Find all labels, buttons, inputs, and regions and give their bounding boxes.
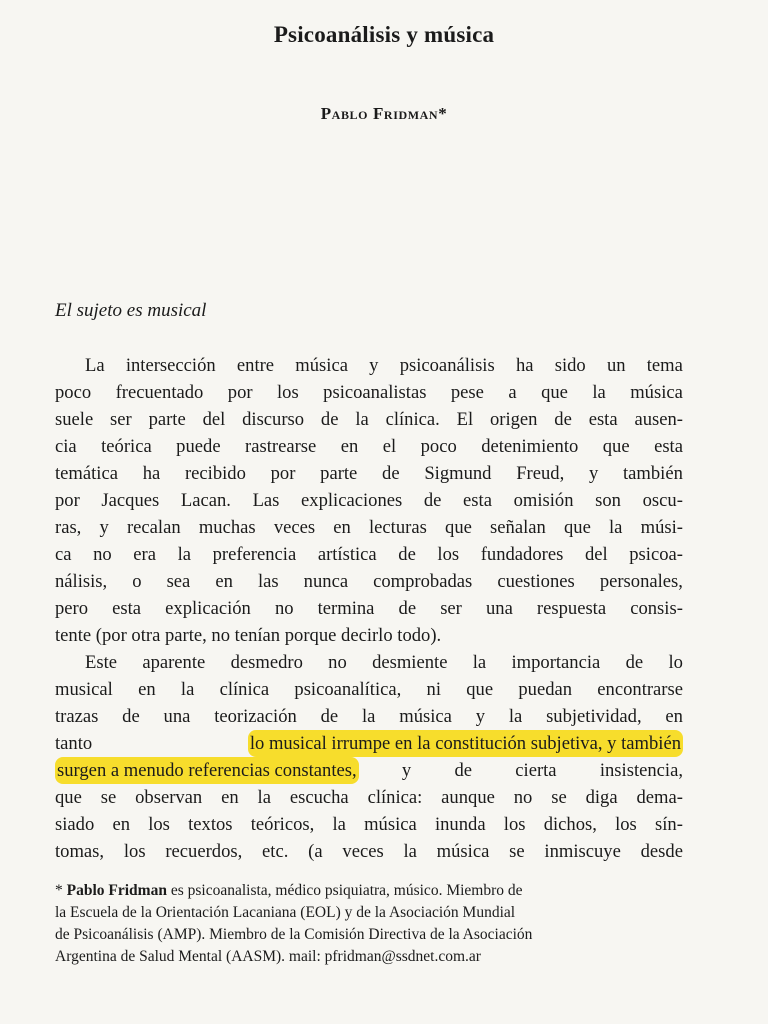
word: músi- [640, 517, 683, 538]
word: consis- [630, 598, 683, 619]
word: dichos, [543, 814, 597, 835]
word: tema [646, 355, 683, 376]
word: la [508, 706, 523, 727]
word: muchas [198, 517, 256, 538]
word: la [609, 517, 623, 538]
word: música [436, 841, 490, 862]
word: Freud, [516, 463, 565, 484]
word: de [320, 409, 339, 430]
word: señalan [490, 517, 546, 538]
footnote-text: Argentina de Salud Mental (AASM). mail: pfridman@ssdnet.com.ar [55, 948, 481, 965]
word: poco [420, 436, 457, 457]
word: ca [55, 544, 72, 565]
word: el [382, 436, 397, 457]
word: esta [654, 436, 683, 457]
word: de [398, 598, 417, 619]
word: música [295, 355, 348, 376]
word: discurso [242, 409, 305, 430]
text-line [55, 703, 683, 730]
word: clínica [219, 679, 270, 700]
word: la [362, 706, 376, 727]
word: los [437, 544, 460, 565]
word: diga [585, 787, 618, 808]
word: en [340, 436, 359, 457]
word: termina [317, 598, 375, 619]
word: esta [112, 598, 142, 619]
word: puedan [518, 679, 573, 700]
text-line [55, 838, 683, 865]
word: La [85, 355, 105, 376]
word: explicación [165, 598, 251, 619]
footnote-text: es psicoanalista, médico psiquiatra, músico. Miembro de [170, 882, 523, 899]
text-line [55, 541, 683, 568]
word: los [148, 814, 170, 835]
word: no [513, 787, 533, 808]
word: no [274, 598, 294, 619]
word: en [138, 679, 156, 700]
word: entre [236, 355, 275, 376]
word: recalan [126, 517, 181, 538]
word: la [177, 544, 192, 565]
word: artística [317, 544, 377, 565]
highlighted-text: surgen a menudo referencias constantes, [55, 757, 359, 784]
word: se [551, 787, 567, 808]
word: música [364, 814, 417, 835]
word: siado [55, 814, 95, 835]
footnote-text: la Escuela de la Orientación Lacaniana (EOL) y de la Asociación Mundial [55, 904, 516, 921]
word: música [399, 706, 452, 727]
word: psicoanalítica, [294, 679, 402, 700]
word: veces [342, 841, 384, 862]
word: y [99, 517, 109, 538]
word: cierta [515, 760, 557, 781]
word: esta [588, 409, 618, 430]
word: en [112, 814, 131, 835]
word: de [554, 409, 572, 430]
word: una [485, 598, 513, 619]
word: rastrearse [245, 436, 317, 457]
text-line [55, 595, 683, 622]
word: encontrarse [597, 679, 683, 700]
word: sido [554, 355, 586, 376]
word: los [277, 382, 299, 403]
word: origen [489, 409, 538, 430]
word: que [602, 436, 630, 457]
word: dema- [636, 787, 683, 808]
text-line [55, 676, 683, 703]
word: psicoanálisis [399, 355, 495, 376]
word: cia [55, 436, 77, 457]
word: insistencia, [599, 760, 683, 781]
word: a [508, 382, 517, 403]
word: que [445, 517, 472, 538]
text-line [55, 649, 683, 676]
word: pero [55, 598, 89, 619]
word: explicaciones [301, 490, 403, 511]
word: etc. [262, 841, 289, 862]
word: ser [440, 598, 462, 619]
word: desde [640, 841, 683, 862]
word: frecuentado [115, 382, 204, 403]
word: trazas [55, 706, 99, 727]
word: de [454, 760, 473, 781]
article-title: Psicoanálisis y música [273, 22, 495, 47]
word: la [592, 382, 606, 403]
word: y [588, 463, 599, 484]
word: omisión [513, 490, 574, 511]
word: música [630, 382, 683, 403]
word: temática [55, 463, 118, 484]
word: tanto [55, 733, 93, 754]
word: detenimiento [481, 436, 579, 457]
word: se [100, 787, 117, 808]
word: la [257, 787, 271, 808]
word: de [398, 544, 416, 565]
word: y [401, 760, 412, 781]
word: suele [55, 409, 94, 430]
word: nálisis, [55, 571, 108, 592]
footnote-line [55, 902, 685, 924]
word: inunda [434, 814, 486, 835]
word: la [355, 409, 369, 430]
highlighted-text: lo musical irrumpe en la constitución subjetiva, y también [248, 730, 683, 757]
word: no [93, 544, 112, 565]
word: era [133, 544, 156, 565]
word: subjetividad, [546, 706, 642, 727]
word: ser [110, 409, 132, 430]
word: veces [273, 517, 316, 538]
word: comprobadas [373, 571, 473, 592]
word: ausen- [634, 409, 683, 430]
footnote-marker: * [55, 882, 63, 899]
word: también [622, 463, 683, 484]
word: preferencia [212, 544, 297, 565]
text-line [55, 487, 683, 514]
footnote-line [55, 924, 685, 946]
word: los [503, 814, 526, 835]
word: tente (por otra parte, no tenían porque decirlo todo). [55, 625, 442, 646]
word: teórica [101, 436, 152, 457]
text-line [55, 730, 683, 757]
word: los [123, 841, 146, 862]
text-line [55, 757, 683, 784]
paragraph-1 [55, 352, 683, 649]
word: parte [320, 463, 358, 484]
word: los [615, 814, 637, 835]
word: la [332, 814, 346, 835]
word: musical [55, 679, 113, 700]
word: de [423, 490, 442, 511]
word: o [132, 571, 142, 592]
text-line [55, 784, 683, 811]
word: ha [515, 355, 534, 376]
word: por [227, 382, 253, 403]
word: recuerdos, [165, 841, 243, 862]
word: en [333, 517, 351, 538]
footnote [55, 880, 685, 968]
word: (a [308, 841, 323, 862]
text-line [55, 352, 683, 379]
word: de [625, 652, 644, 673]
word: oscu- [642, 490, 683, 511]
text-line [55, 622, 683, 649]
word: inmiscuye [544, 841, 621, 862]
word: ha [142, 463, 161, 484]
word: clínica: [367, 787, 423, 808]
word: desmedro [230, 652, 303, 673]
word: la [472, 652, 487, 673]
word: intersección [125, 355, 216, 376]
footnote-line [55, 880, 685, 902]
word: Sigmund [424, 463, 492, 484]
word: Las [252, 490, 280, 511]
text-line [55, 433, 683, 460]
word: personales, [599, 571, 683, 592]
footnote-text: de Psicoanálisis (AMP). Miembro de la Comisión Directiva de la Asociación [55, 926, 533, 943]
text-line [55, 514, 683, 541]
word: aparente [142, 652, 206, 673]
word: del [202, 409, 226, 430]
word: la [403, 841, 417, 862]
word: que [563, 517, 591, 538]
word: en [665, 706, 683, 727]
word: ras, [55, 517, 82, 538]
word: teóricos, [250, 814, 315, 835]
word: que [466, 679, 494, 700]
word: poco [55, 382, 92, 403]
word: Lacan. [180, 490, 231, 511]
word: y [369, 355, 379, 376]
word: fundadores [480, 544, 564, 565]
word: textos [188, 814, 233, 835]
word: son [595, 490, 621, 511]
word: se [509, 841, 525, 862]
word: parte [148, 409, 186, 430]
word: pese [450, 382, 484, 403]
word: ni [426, 679, 441, 700]
word: teorización [214, 706, 297, 727]
word: desmiente [372, 652, 448, 673]
word: nunca [303, 571, 349, 592]
word: respuesta [536, 598, 607, 619]
word: sea [166, 571, 191, 592]
text-line [55, 811, 683, 838]
word: sín- [655, 814, 683, 835]
word: tomas, [55, 841, 105, 862]
word: puede [176, 436, 221, 457]
word: no [328, 652, 347, 673]
text-line [55, 460, 683, 487]
word: Jacques [101, 490, 160, 511]
word: en [215, 571, 233, 592]
section-heading: El sujeto es musical [55, 300, 207, 321]
word: cuestiones [497, 571, 575, 592]
word: esta [463, 490, 492, 511]
footnote-line [55, 946, 685, 968]
word: las [257, 571, 279, 592]
word: de [122, 706, 140, 727]
word: observan [135, 787, 203, 808]
word: recibido [184, 463, 246, 484]
word: un [606, 355, 626, 376]
word: del [584, 544, 608, 565]
word: El [456, 409, 474, 430]
word: por [270, 463, 296, 484]
word: de [382, 463, 400, 484]
word: importancia [511, 652, 601, 673]
word: en [221, 787, 239, 808]
footnote-author: Pablo Fridman [66, 882, 167, 899]
text-line [55, 379, 683, 406]
word: escucha [289, 787, 349, 808]
word: que [541, 382, 568, 403]
word: por [55, 490, 80, 511]
word: y [475, 706, 486, 727]
word: la [180, 679, 195, 700]
paragraph-2 [55, 649, 683, 865]
word: psicoa- [629, 544, 683, 565]
author-name: Pablo Fridman* [320, 104, 448, 123]
body-text [55, 352, 683, 865]
word: lecturas [369, 517, 427, 538]
text-line [55, 406, 683, 433]
word: clínica. [385, 409, 440, 430]
word: que [55, 787, 82, 808]
word: una [163, 706, 191, 727]
word: Este [85, 652, 118, 673]
word: psicoanalistas [323, 382, 427, 403]
text-line [55, 568, 683, 595]
word: lo [668, 652, 683, 673]
word: de [320, 706, 339, 727]
word: aunque [441, 787, 495, 808]
